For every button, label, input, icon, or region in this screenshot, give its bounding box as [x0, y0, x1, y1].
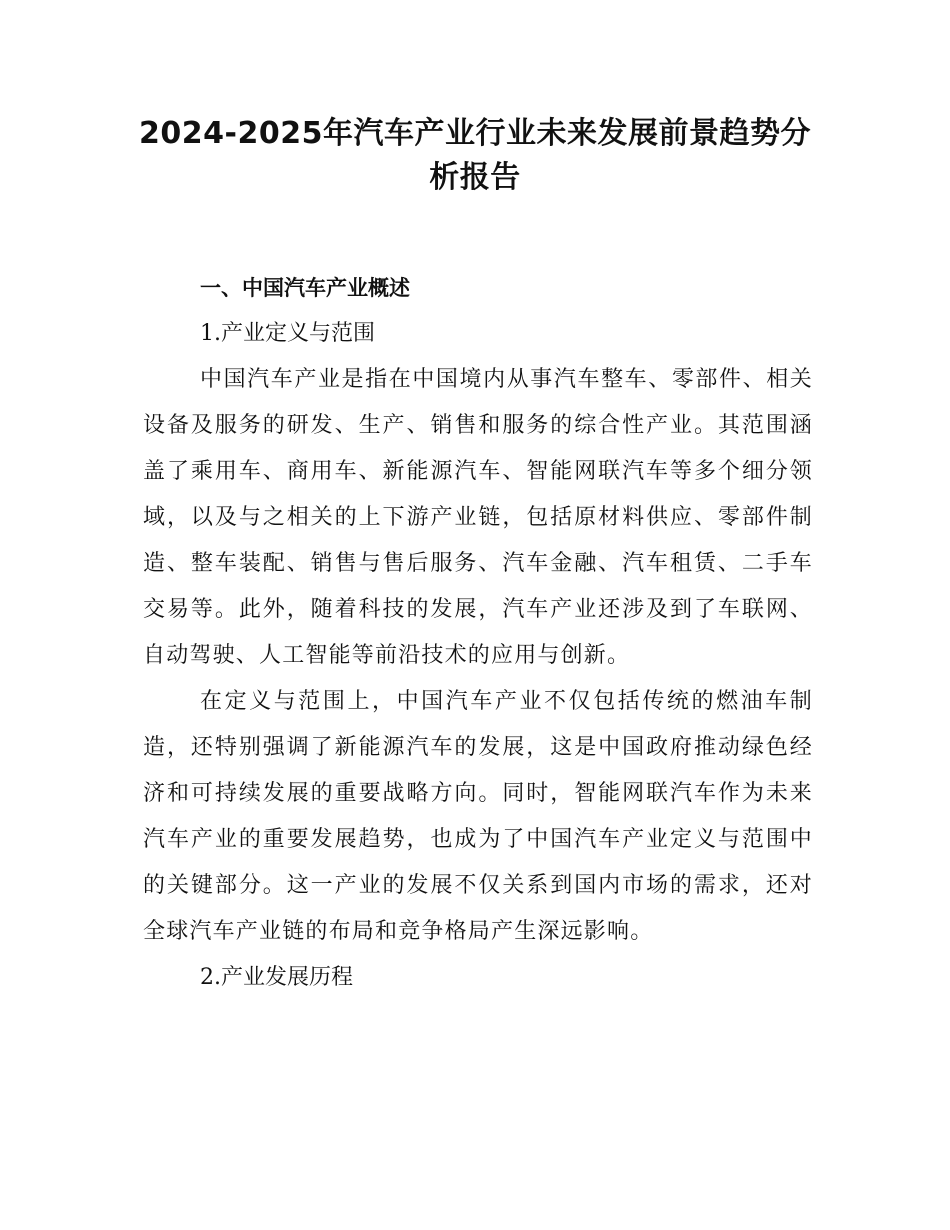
document-body [143, 265, 813, 1001]
paragraph-definition: 中国汽车产业是指在中国境内从事汽车整车、零部件、相关设备及服务的研发、生产、销售和服务的综合性产业。其范围涵盖了乘用车、商用车、新能源汽车、智能网联汽车等多个细分领域，以及与之相关的上下游产业链，包括原材料供应、零部件制造、整车装配、销售与售后服务、汽车金融、汽车租赁、二手车交易等。此外，随着科技的发展，汽车产业还涉及到了车联网、自动驾驶、人工智能等前沿技术的应用与创新。 [143, 367, 813, 668]
paragraph-scope: 在定义与范围上，中国汽车产业不仅包括传统的燃油车制造，还特别强调了新能源汽车的发展，这是中国政府推动绿色经济和可持续发展的重要战略方向。同时，智能网联汽车作为未来汽车产业的重要发展趋势，也成为了中国汽车产业定义与范围中的关键部分。这一产业的发展不仅关系到国内市场的需求，还对全球汽车产业链的布局和竞争格局产生深远影响。 [143, 689, 813, 944]
document-title-line-2: 析报告 [429, 160, 521, 195]
subsection-heading-history: 2.产业发展历程 [200, 965, 353, 990]
subsection-heading-definition: 1.产业定义与范围 [200, 321, 375, 346]
document-title [120, 112, 830, 200]
section-heading-overview: 一、中国汽车产业概述 [200, 276, 410, 300]
document-title-line-1: 2024-2025年汽车产业行业未来发展前景趋势分 [139, 116, 811, 151]
